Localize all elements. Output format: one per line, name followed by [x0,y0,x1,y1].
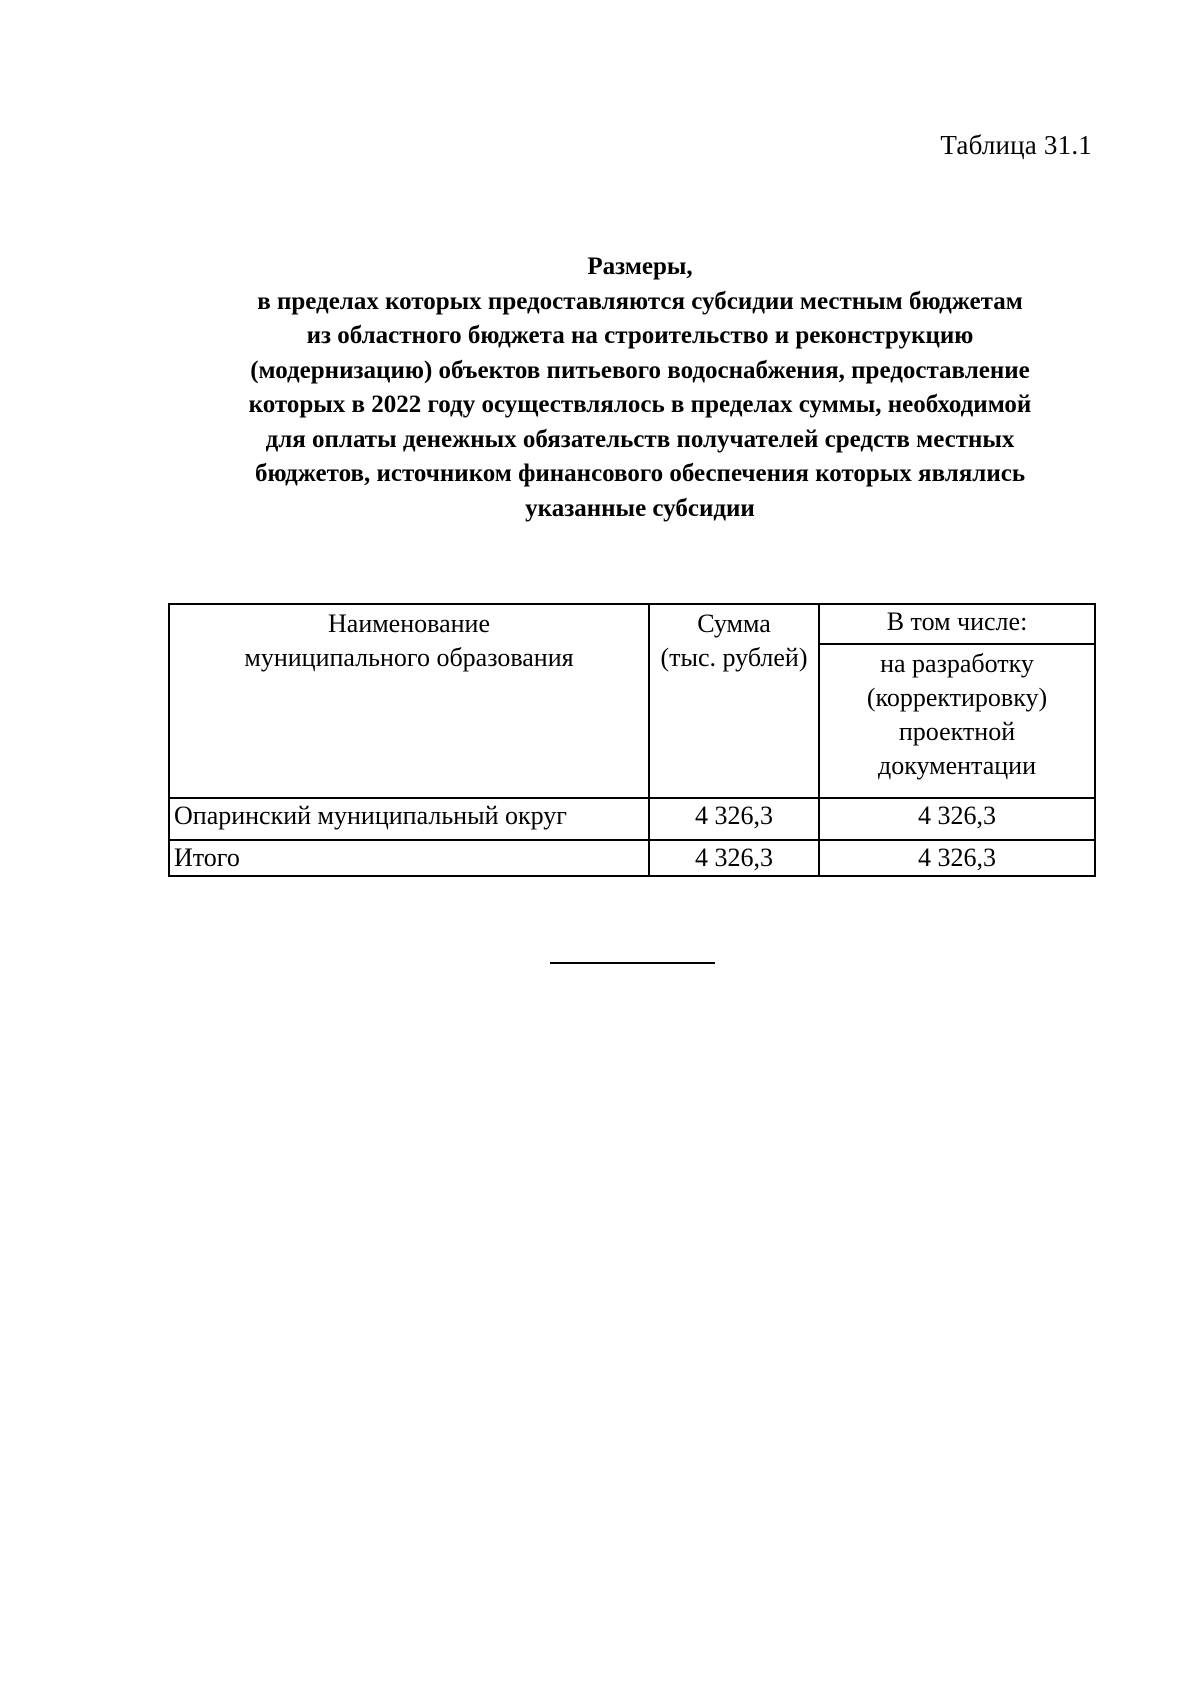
title-line: указанные субсидии [525,494,755,522]
row-name-cell: Опаринский муниципальный округ [169,798,649,840]
end-divider [550,962,715,964]
header-sum-line: Сумма [697,609,771,638]
header-sum-cell [649,604,819,798]
header-sum-line: (тыс. рублей) [660,643,808,672]
header-group-cell: В том числе: [819,604,1095,644]
title-line: для оплаты денежных обязательств получателей средств местных [265,425,1015,453]
header-name-cell [169,604,649,798]
header-project-line: (корректировку) [866,683,1048,712]
header-project-line: документации [877,751,1037,780]
title-line: (модернизацию) объектов питьевого водоснабжения, предоставление [250,356,1030,384]
header-project-cell [819,644,1095,798]
total-project-cell: 4 326,3 [819,840,1095,876]
header-project-line: проектной [898,717,1016,746]
header-project-line: на разработку [880,649,1034,678]
table-row [169,798,1095,840]
title-line: которых в 2022 году осуществлялось в пределах суммы, необходимой [248,391,1032,418]
title-line: в пределах которых предоставляются субсидии местным бюджетам [257,287,1023,315]
row-sum-cell: 4 326,3 [649,798,819,840]
total-name-cell: Итого [169,840,649,876]
row-project-cell: 4 326,3 [819,798,1095,840]
subsidy-table [168,603,1096,877]
header-name-line: муниципального образования [244,643,574,672]
title-line: Размеры, [587,253,693,280]
table-header-row [169,604,1095,644]
document-title [160,250,1120,526]
title-line: бюджетов, источником финансового обеспечения которых являлись [254,460,1026,487]
title-line: из областного бюджета на строительство и реконструкцию [306,322,974,349]
table-total-row [169,840,1095,876]
total-sum-cell: 4 326,3 [649,840,819,876]
table-number: Таблица 31.1 [940,130,1092,160]
header-name-line: Наименование [328,609,490,638]
